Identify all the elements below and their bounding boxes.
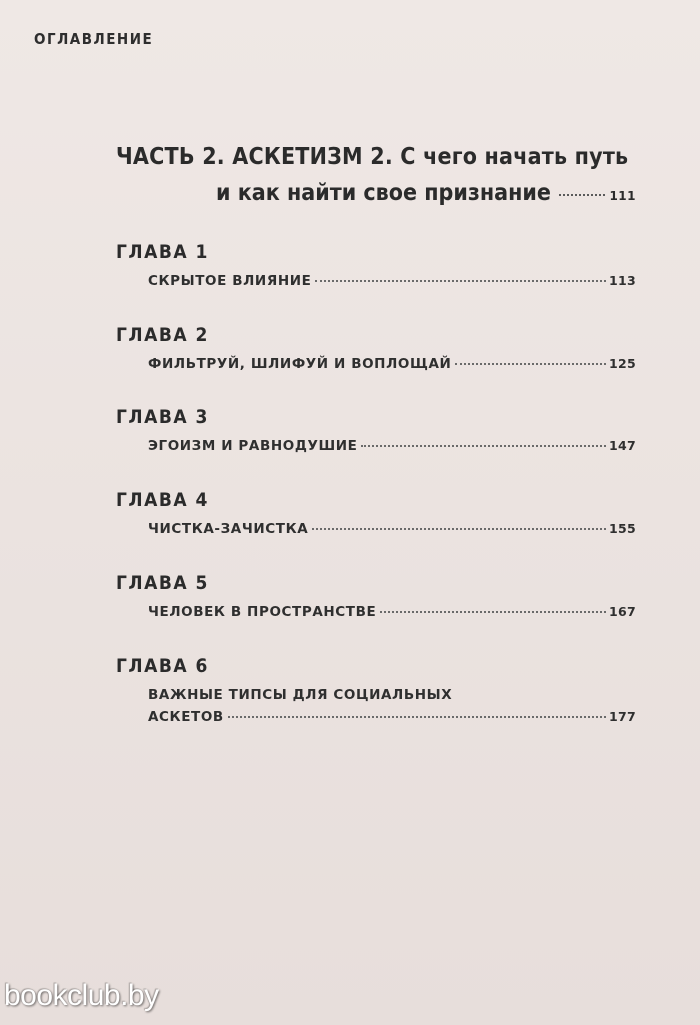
dot-leader <box>361 445 606 447</box>
chapter-title: ЭГОИЗМ И РАВНОДУШИЕ <box>148 438 358 454</box>
dot-leader <box>315 280 606 282</box>
dot-leader <box>559 194 606 196</box>
chapter-title: СКРЫТОЕ ВЛИЯНИЕ <box>148 273 312 289</box>
chapter-5 <box>116 571 636 623</box>
dot-leader <box>380 611 606 613</box>
chapter-entry <box>116 601 636 623</box>
running-head: ОГЛАВЛЕНИЕ <box>34 30 154 48</box>
chapter-entry <box>116 435 636 457</box>
part-title-line1: ЧАСТЬ 2. АСКЕТИЗМ 2. С чего начать путь <box>116 144 629 170</box>
chapter-1 <box>116 240 636 292</box>
chapter-title: ЧИСТКА-ЗАЧИСТКА <box>148 521 309 537</box>
chapter-entry <box>116 518 636 540</box>
chapter-page-number: 155 <box>609 521 636 536</box>
chapter-page-number: 167 <box>609 604 636 619</box>
chapter-title: ЧЕЛОВЕК В ПРОСТРАНСТВЕ <box>148 604 377 620</box>
chapter-4 <box>116 488 636 540</box>
chapter-entry <box>116 270 636 292</box>
dot-leader <box>312 528 606 530</box>
chapter-page-number: 177 <box>609 709 636 724</box>
dot-leader <box>228 716 606 718</box>
chapter-heading: ГЛАВА 6 <box>116 655 209 677</box>
chapter-page-number: 147 <box>609 438 636 453</box>
watermark-logo: bookclub.by <box>4 979 159 1012</box>
part-page-number: 111 <box>609 189 636 203</box>
chapter-heading: ГЛАВА 4 <box>116 489 209 511</box>
part-entry <box>116 140 636 213</box>
chapter-heading: ГЛАВА 1 <box>116 241 209 263</box>
chapter-heading: ГЛАВА 2 <box>116 324 209 346</box>
chapter-2 <box>116 323 636 375</box>
chapter-title: ФИЛЬТРУЙ, ШЛИФУЙ И ВОПЛОЩАЙ <box>148 356 452 372</box>
chapter-page-number: 125 <box>609 356 636 371</box>
chapter-heading: ГЛАВА 5 <box>116 572 209 594</box>
chapter-title-line2-row <box>148 706 636 728</box>
chapter-title-line1: ВАЖНЫЕ ТИПСЫ ДЛЯ СОЦИАЛЬНЫХ <box>148 687 453 703</box>
dot-leader <box>455 363 606 365</box>
chapter-heading: ГЛАВА 3 <box>116 406 209 428</box>
chapter-page-number: 113 <box>609 273 636 288</box>
chapter-3 <box>116 405 636 457</box>
chapter-6 <box>116 654 636 728</box>
part-title-line2-row <box>116 176 636 213</box>
chapter-entry <box>116 353 636 375</box>
part-title-line2: и как найти свое признание <box>216 180 551 206</box>
chapter-entry <box>116 684 636 728</box>
chapter-title-line2: АСКЕТОВ <box>148 709 224 725</box>
